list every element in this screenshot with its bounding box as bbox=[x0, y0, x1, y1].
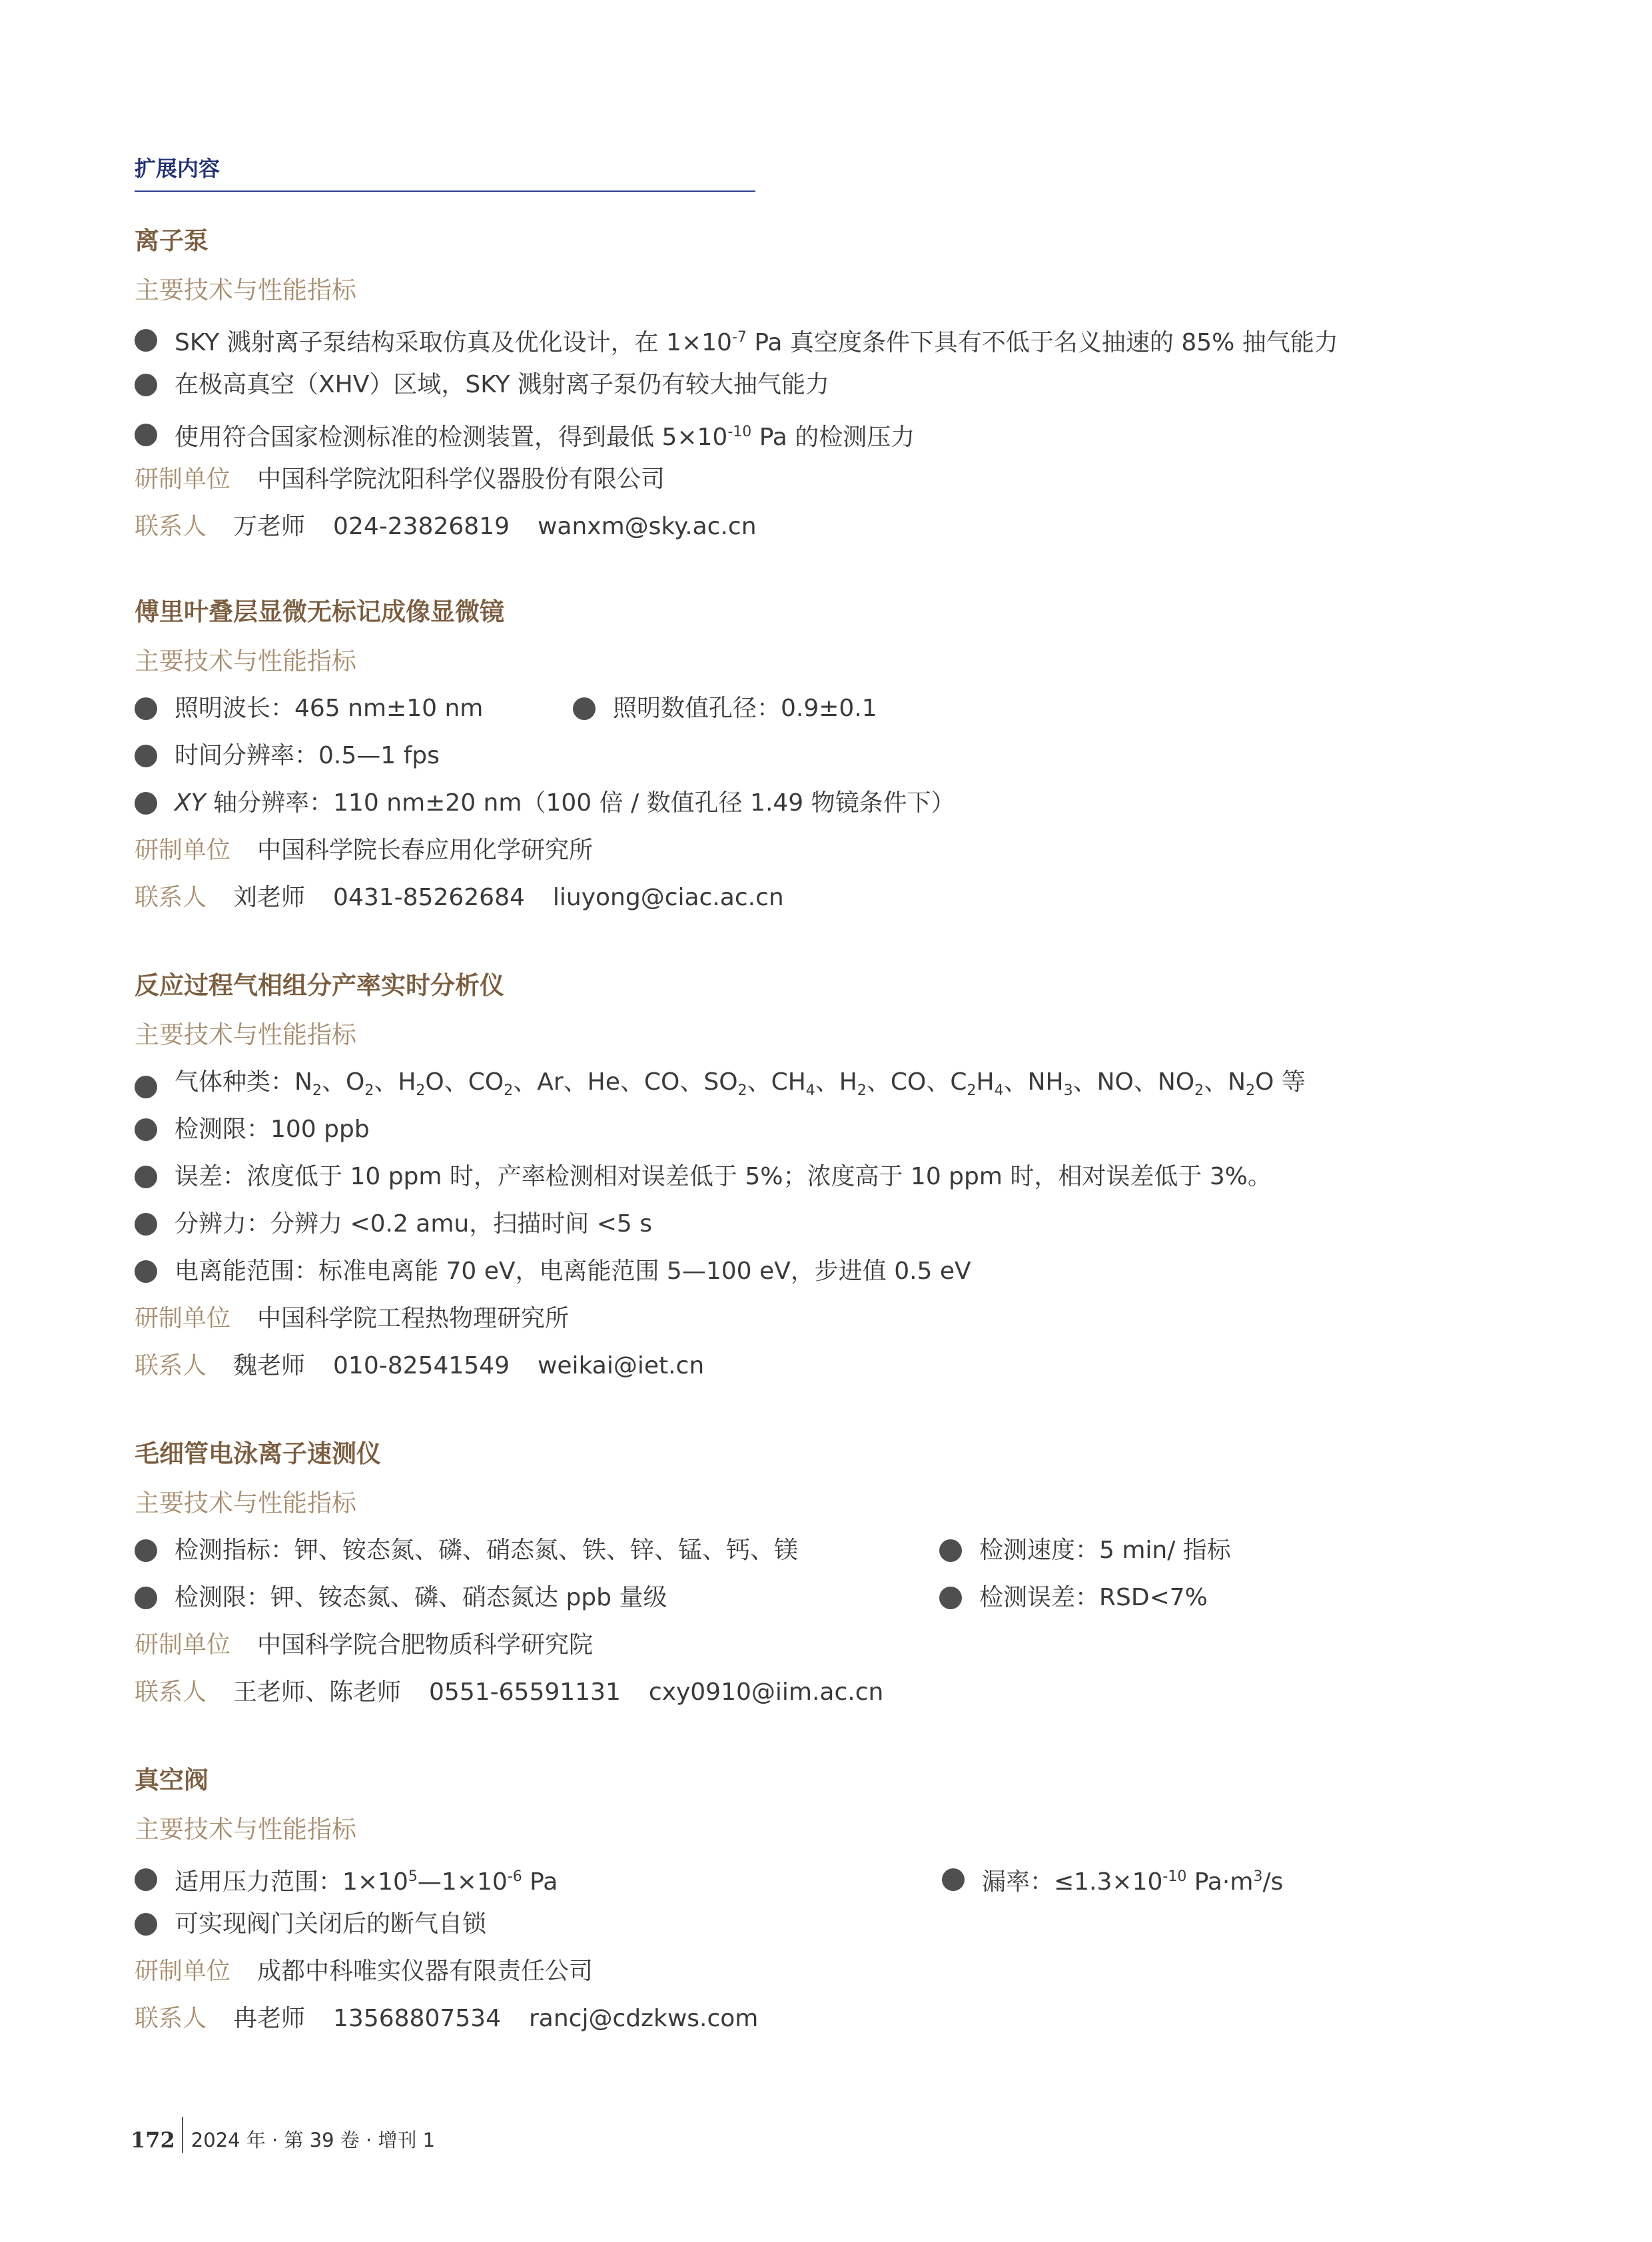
bullet-item: 检测限：钾、铵态氮、磷、硝态氮达 ppb 量级 bbox=[135, 1582, 667, 1614]
bullet-dot bbox=[135, 1118, 157, 1141]
bullet-item: 使用符合国家检测标准的检测装置，得到最低 $5\times 10^{-10}$ Pa 的检测压力 bbox=[135, 416, 915, 454]
contact-row bbox=[135, 2003, 1533, 2035]
contact-row bbox=[135, 1677, 1533, 1708]
section-title: 傅里叶叠层显微无标记成像显微镜 bbox=[135, 597, 504, 626]
developer-label: 研制单位 bbox=[135, 466, 231, 493]
contact-phone: 0431-85262684 bbox=[333, 884, 525, 911]
bullet-item: 适用压力范围：$1\times 10^5—1\times 10^{-6}$ Pa bbox=[135, 1861, 558, 1898]
section-electrophoresis bbox=[135, 1438, 1533, 1724]
contact-email: cxy0910@iim.ac.cn bbox=[648, 1679, 884, 1706]
developer-name: 中国科学院沈阳科学仪器股份有限公司 bbox=[257, 466, 665, 493]
bullet-item: 误差：浓度低于 10 ppm 时，产率检测相对误差低于 5%；浓度高于 10 ppm 时，相对误差低于 3%。 bbox=[135, 1161, 1272, 1193]
section-title: 毛细管电泳离子速测仪 bbox=[135, 1439, 381, 1468]
bullet-item: 检测误差：RSD<7% bbox=[939, 1582, 1208, 1614]
bullet-dot bbox=[135, 1868, 157, 1891]
contact-name: 万老师 bbox=[233, 513, 306, 540]
section-ion-pump bbox=[135, 225, 1533, 558]
bullet-item: 分辨力：分辨力 <0.2 amu，扫描时间 <5 s bbox=[135, 1208, 652, 1240]
bullet-dot bbox=[135, 745, 157, 767]
bullet-item: 检测速度：5 min/ 指标 bbox=[939, 1535, 1231, 1567]
header-label: 扩展内容 bbox=[135, 156, 220, 181]
bullet-dot bbox=[135, 1076, 157, 1098]
bullet-item: XY 轴分辨率：110 nm±20 nm（100 倍 / 数值孔径 1.49 物镜条件下） bbox=[135, 787, 955, 819]
developer-label: 研制单位 bbox=[135, 1305, 231, 1332]
section-title: 真空阀 bbox=[135, 1766, 208, 1794]
contact-row bbox=[135, 1350, 1533, 1382]
developer-row bbox=[135, 1303, 1533, 1335]
developer-name: 成都中科唯实仪器有限责任公司 bbox=[257, 1958, 594, 1985]
bullet-dot bbox=[939, 1587, 962, 1609]
bullet-item: 可实现阀门关闭后的断气自锁 bbox=[135, 1908, 486, 1940]
section-title: 离子泵 bbox=[135, 226, 208, 255]
contact-phone: 024-23826819 bbox=[333, 513, 510, 540]
contact-email: liuyong@ciac.ac.cn bbox=[552, 884, 784, 911]
bullet-item: 气体种类：$N_2$、$O_2$、$H_2O$、$CO_2$、Ar、He、CO、$SO_2$、$CH_4$、$H_2$、CO、$C_2H_4$、$NH_3$、NO、$NO_2$、$N_2O$ 等 bbox=[135, 1066, 1306, 1107]
developer-label: 研制单位 bbox=[135, 1631, 231, 1659]
contact-label: 联系人 bbox=[135, 1352, 207, 1379]
bullet-item: 检测指标：钾、铵态氮、磷、硝态氮、铁、锌、锰、钙、镁 bbox=[135, 1535, 798, 1567]
bullet-item: 在极高真空（XHV）区域，SKY 溅射离子泵仍有较大抽气能力 bbox=[135, 369, 829, 401]
section-title: 反应过程气相组分产率实时分析仪 bbox=[135, 971, 504, 1000]
section-vacuum-valve bbox=[135, 1764, 1533, 2050]
contact-label: 联系人 bbox=[135, 884, 207, 911]
developer-name: 中国科学院长春应用化学研究所 bbox=[257, 837, 594, 864]
contact-email: weikai@iet.cn bbox=[537, 1352, 705, 1379]
bullet-item: SKY 溅射离子泵结构采取仿真及优化设计，在 $1\times 10^{-7}$ Pa 真空度条件下具有不低于名义抽速的 85% 抽气能力 bbox=[135, 322, 1338, 359]
bullet-dot bbox=[939, 1539, 962, 1562]
footer-divider bbox=[182, 2117, 183, 2153]
page-number: 172 bbox=[131, 2127, 175, 2153]
contact-name: 刘老师 bbox=[233, 884, 306, 911]
contact-row bbox=[135, 511, 1533, 543]
section-subtitle: 主要技术与性能指标 bbox=[135, 1020, 356, 1049]
developer-row bbox=[135, 835, 1533, 867]
bullet-dot bbox=[135, 424, 157, 446]
developer-row bbox=[135, 1629, 1533, 1661]
contact-phone: 010-82541549 bbox=[333, 1352, 510, 1379]
contact-phone: 13568807534 bbox=[333, 2005, 501, 2032]
developer-label: 研制单位 bbox=[135, 837, 231, 864]
bullet-dot bbox=[942, 1868, 965, 1891]
bullet-item: 漏率：$\le 1.3\times 10^{-10}$ $Pa\cdot m^3/s$ bbox=[942, 1861, 1283, 1898]
contact-phone: 0551-65591131 bbox=[429, 1679, 621, 1706]
section-analyzer bbox=[135, 970, 1533, 1397]
bullet-dot bbox=[135, 1539, 157, 1562]
bullet-dot bbox=[135, 1260, 157, 1283]
bullet-item: 时间分辨率：0.5—1 fps bbox=[135, 740, 440, 772]
bullet-dot bbox=[135, 1913, 157, 1936]
bullet-dot bbox=[135, 792, 157, 815]
bullet-item: 检测限：100 ppb bbox=[135, 1114, 370, 1146]
bullet-item: 照明波长：465 nm±10 nm bbox=[135, 693, 483, 725]
developer-label: 研制单位 bbox=[135, 1958, 231, 1985]
contact-label: 联系人 bbox=[135, 513, 207, 540]
contact-label: 联系人 bbox=[135, 1679, 207, 1706]
contact-email: wanxm@sky.ac.cn bbox=[537, 513, 757, 540]
bullet-item: 电离能范围：标准电离能 70 eV，电离能范围 5—100 eV，步进值 0.5 eV bbox=[135, 1256, 971, 1288]
contact-name: 冉老师 bbox=[233, 2005, 306, 2032]
bullet-dot bbox=[135, 374, 157, 396]
bullet-dot bbox=[135, 1166, 157, 1188]
contact-row bbox=[135, 882, 1533, 914]
developer-name: 中国科学院合肥物质科学研究院 bbox=[257, 1631, 594, 1659]
section-subtitle: 主要技术与性能指标 bbox=[135, 1815, 356, 1844]
section-subtitle: 主要技术与性能指标 bbox=[135, 276, 356, 304]
page-header bbox=[135, 152, 755, 192]
contact-label: 联系人 bbox=[135, 2005, 207, 2032]
contact-email: rancj@cdzkws.com bbox=[528, 2005, 759, 2032]
contact-name: 魏老师 bbox=[233, 1352, 306, 1379]
developer-row bbox=[135, 1956, 1533, 1988]
bullet-dot bbox=[573, 697, 596, 720]
bullet-dot bbox=[135, 697, 157, 720]
developer-row bbox=[135, 464, 1533, 496]
contact-name: 王老师、陈老师 bbox=[233, 1679, 402, 1706]
section-microscope bbox=[135, 596, 1533, 929]
issue-info: 2024 年 · 第 39 卷 · 增刊 1 bbox=[191, 2129, 436, 2151]
bullet-item: 照明数值孔径：0.9±0.1 bbox=[573, 693, 877, 725]
bullet-dot bbox=[135, 329, 157, 352]
bullet-dot bbox=[135, 1213, 157, 1236]
section-subtitle: 主要技术与性能指标 bbox=[135, 1489, 356, 1517]
bullet-dot bbox=[135, 1587, 157, 1609]
section-subtitle: 主要技术与性能指标 bbox=[135, 647, 356, 675]
developer-name: 中国科学院工程热物理研究所 bbox=[257, 1305, 570, 1332]
page-footer bbox=[131, 2122, 435, 2153]
